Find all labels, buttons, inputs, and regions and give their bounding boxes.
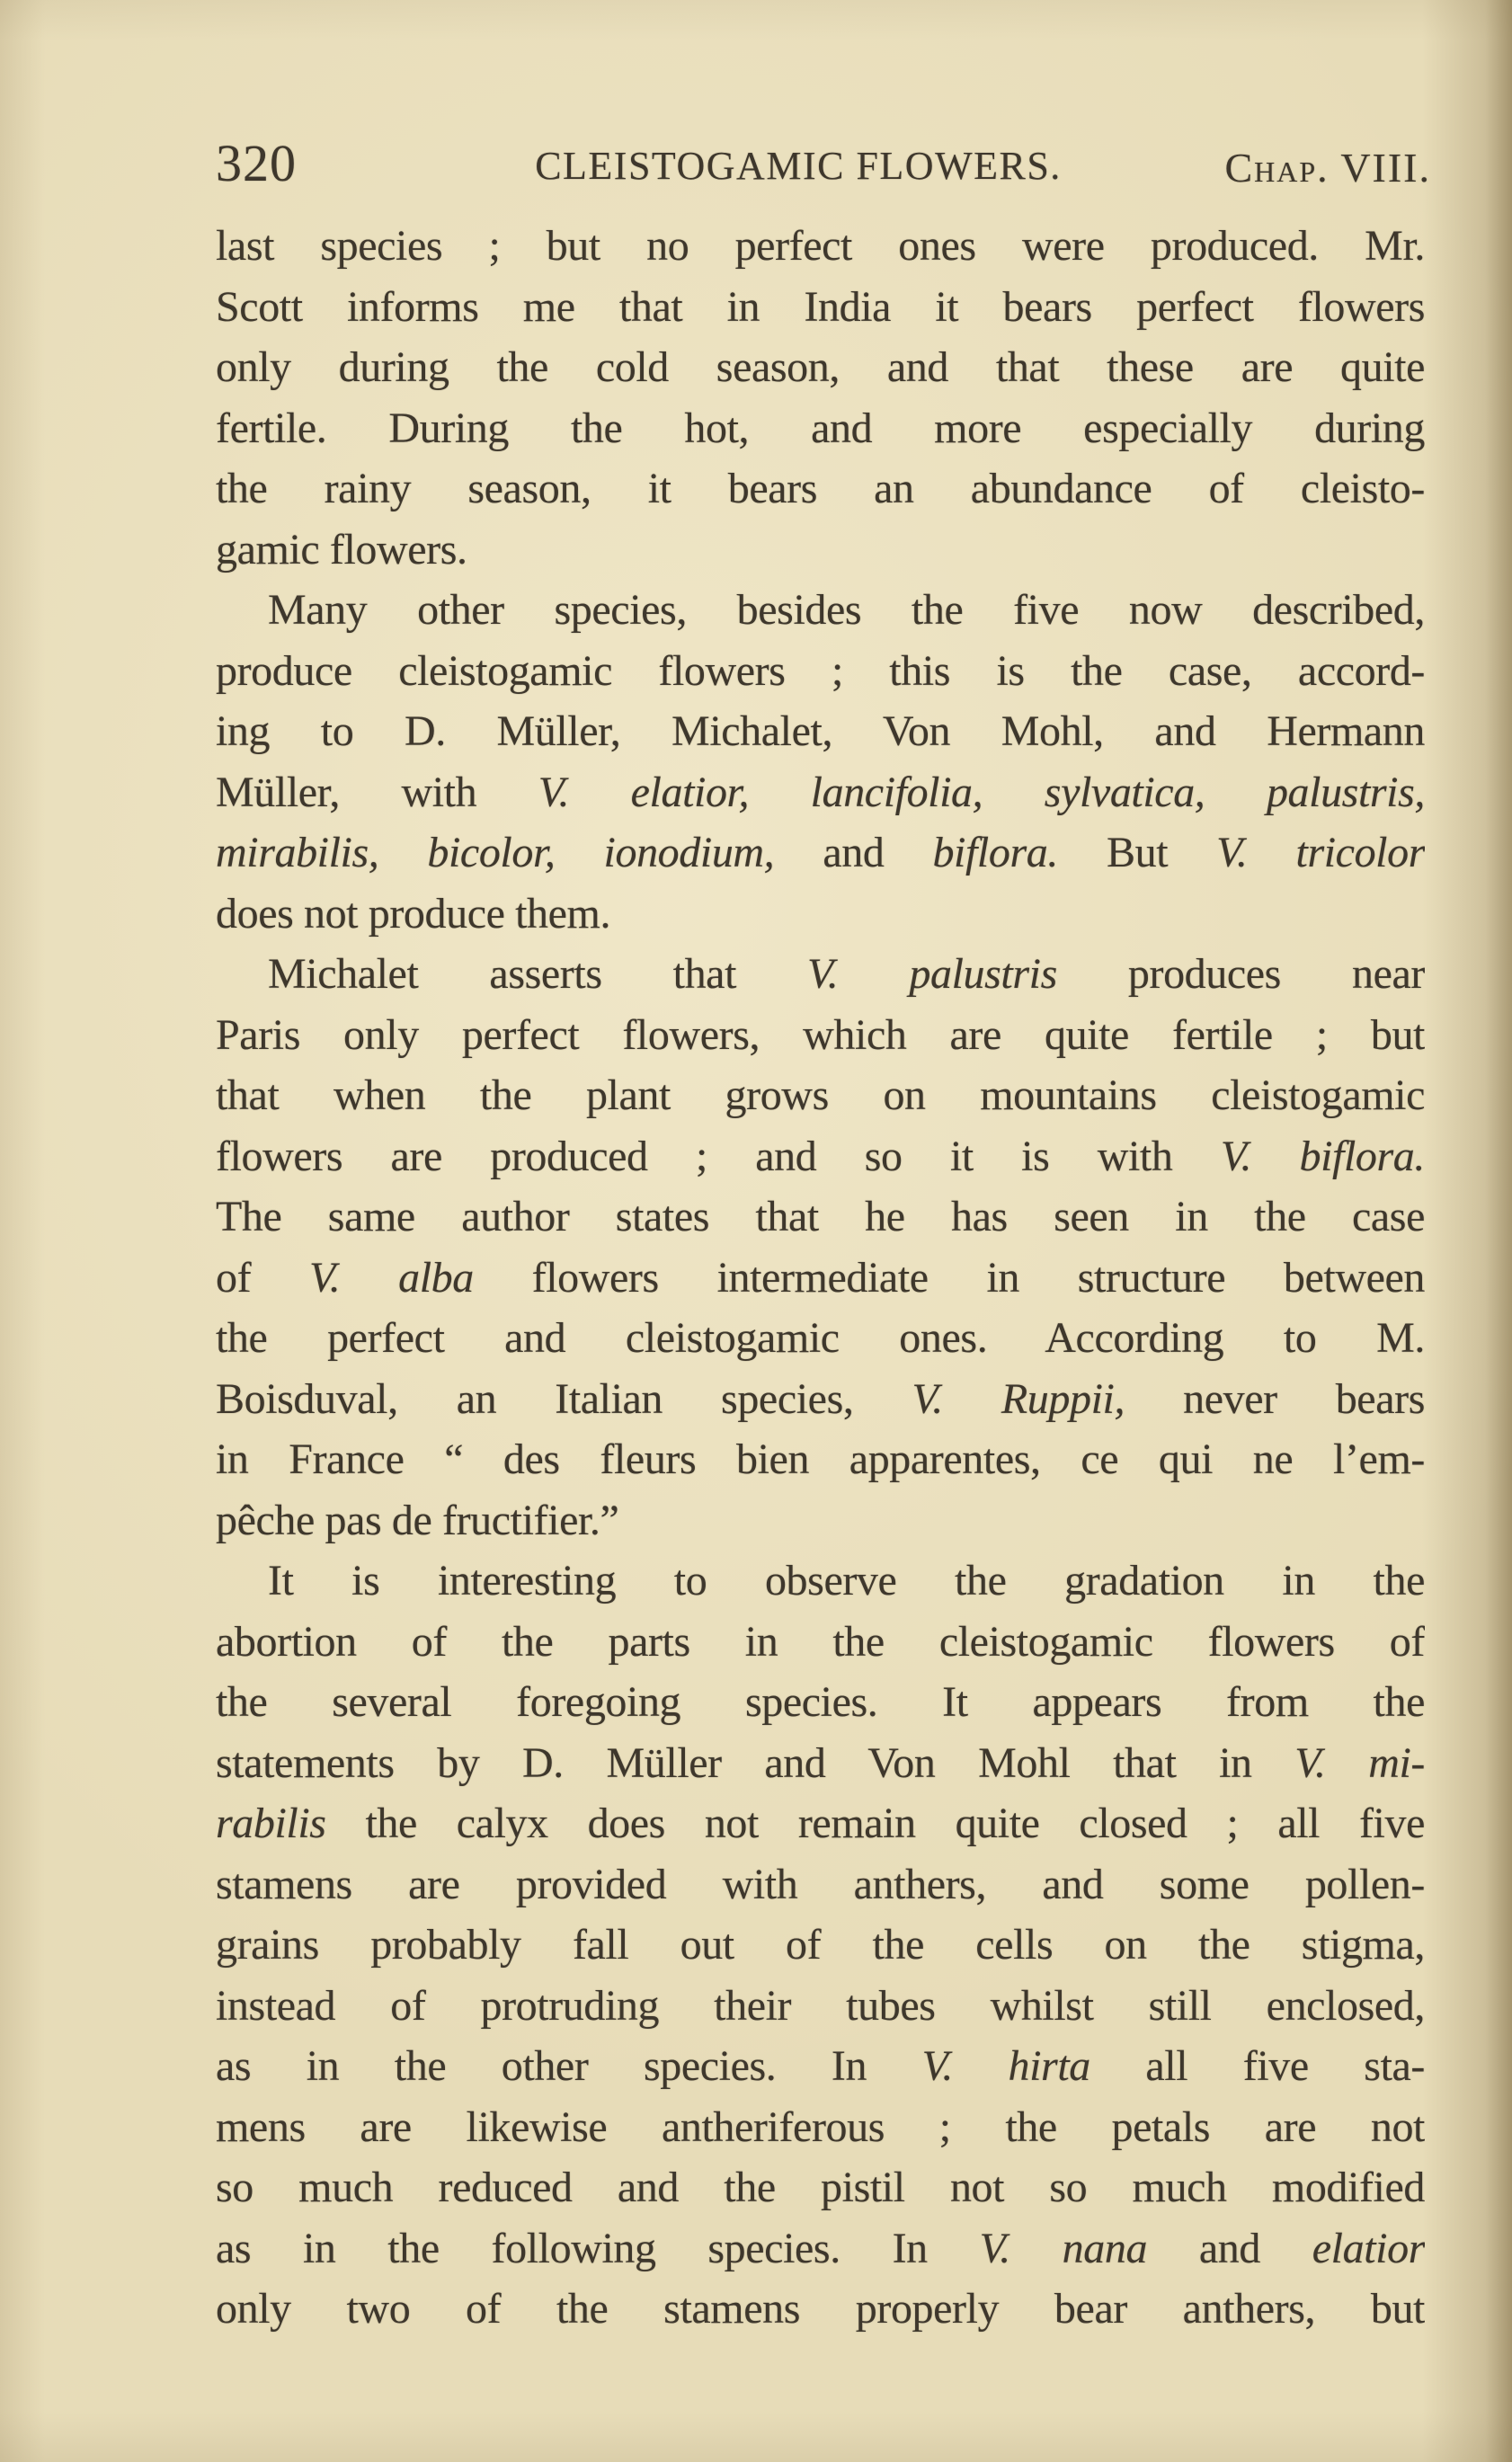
text-run: the perfect and cleistogamic ones. According to M. bbox=[216, 1314, 1425, 1362]
text-run: flowers intermediate in structure between bbox=[473, 1253, 1425, 1302]
text-run: produces near bbox=[1056, 950, 1425, 998]
text-line bbox=[216, 1551, 1425, 1612]
text-run: But bbox=[1057, 829, 1217, 876]
text-line bbox=[216, 2036, 1425, 2097]
text-line bbox=[216, 822, 1425, 884]
text-run: The same author states that he has seen in the case bbox=[216, 1193, 1425, 1240]
text-line bbox=[216, 1854, 1425, 1915]
text-line bbox=[216, 1915, 1425, 1976]
species-name-italic: elatior bbox=[1312, 2224, 1425, 2272]
species-name-italic: V. Ruppii, bbox=[912, 1374, 1125, 1423]
text-run: fertile. During the hot, and more especially during bbox=[216, 404, 1425, 452]
text-run: instead of protruding their tubes whilst still enclosed, bbox=[216, 1981, 1425, 2030]
species-name-italic: V. palustris bbox=[807, 950, 1057, 998]
species-name-italic: V. nana bbox=[979, 2224, 1148, 2272]
text-line bbox=[216, 216, 1425, 277]
text-line bbox=[216, 398, 1425, 459]
text-run: as in the following species. In bbox=[216, 2224, 980, 2272]
text-line bbox=[216, 1187, 1425, 1248]
text-run: It is interesting to observe the gradation in the bbox=[268, 1557, 1425, 1604]
text-line bbox=[216, 1672, 1425, 1733]
text-line bbox=[216, 641, 1425, 702]
text-run: Boisduval, an Italian species, bbox=[216, 1374, 912, 1423]
text-line bbox=[216, 944, 1425, 1005]
text-line bbox=[216, 2157, 1425, 2218]
text-run: gamic flowers. bbox=[216, 525, 467, 573]
text-line bbox=[216, 337, 1425, 398]
text-line bbox=[216, 580, 1425, 641]
text-run: grains probably fall out of the cells on the stigma, bbox=[216, 1921, 1425, 1969]
species-name-italic: V. elatior, lancifolia, sylvatica, palustris, bbox=[538, 768, 1425, 816]
text-line bbox=[216, 1490, 1425, 1551]
text-run: last species ; but no perfect ones were produced. Mr. bbox=[216, 222, 1425, 270]
species-name-italic: V. tricolor bbox=[1216, 829, 1425, 876]
text-line bbox=[216, 1733, 1425, 1794]
text-line bbox=[216, 1612, 1425, 1673]
text-run: Müller, with bbox=[216, 768, 538, 816]
text-line bbox=[216, 1308, 1425, 1369]
text-line bbox=[216, 1005, 1425, 1066]
text-run: Paris only perfect flowers, which are quite fertile ; but bbox=[216, 1010, 1425, 1059]
text-line bbox=[216, 701, 1425, 762]
text-run: all five sta- bbox=[1090, 2042, 1425, 2090]
text-run: does not produce them. bbox=[216, 889, 611, 938]
species-name-italic: rabilis bbox=[216, 1800, 326, 1847]
text-run: the rainy season, it bears an abundance of cleisto- bbox=[216, 465, 1425, 512]
text-run: and bbox=[774, 829, 933, 876]
text-line bbox=[216, 520, 1425, 581]
text-line bbox=[216, 762, 1425, 823]
text-line bbox=[216, 2218, 1425, 2280]
text-line bbox=[216, 1793, 1425, 1854]
text-run: the several foregoing species. It appears from the bbox=[216, 1678, 1425, 1726]
text-run: flowers are produced ; and so it is with bbox=[216, 1132, 1221, 1180]
text-run: so much reduced and the pistil not so much modified bbox=[216, 2164, 1425, 2211]
running-title: CLEISTOGAMIC FLOWERS. bbox=[535, 144, 1062, 188]
text-run: statements by D. Müller and Von Mohl that in bbox=[216, 1738, 1295, 1787]
text-line bbox=[216, 884, 1425, 945]
species-name-italic: biflora. bbox=[932, 829, 1058, 876]
text-run: Michalet asserts that bbox=[268, 950, 808, 998]
text-run: Scott informs me that in India it bears perfect flowers bbox=[216, 282, 1425, 331]
text-line bbox=[216, 2097, 1425, 2158]
text-line bbox=[216, 1126, 1425, 1187]
species-name-italic: V. biflora. bbox=[1220, 1132, 1425, 1180]
text-run: as in the other species. In bbox=[216, 2042, 922, 2090]
text-run: and bbox=[1147, 2224, 1312, 2272]
text-line bbox=[216, 2279, 1425, 2340]
text-line bbox=[216, 277, 1425, 338]
text-run: only two of the stamens properly bear anthers, but bbox=[216, 2285, 1425, 2333]
page-number: 320 bbox=[216, 134, 297, 192]
text-line bbox=[216, 1248, 1425, 1309]
chapter-label: Chap. VIII. bbox=[1224, 145, 1431, 191]
text-run: abortion of the parts in the cleistogamic flowers of bbox=[216, 1617, 1425, 1666]
text-run: of bbox=[216, 1253, 309, 1302]
text-run: the calyx does not remain quite closed ; all five bbox=[325, 1800, 1425, 1847]
text-line bbox=[216, 1065, 1425, 1126]
text-run: pêche pas de fructifier.” bbox=[216, 1496, 619, 1544]
text-run: in France “ des fleurs bien apparentes, ce qui ne l’em- bbox=[216, 1435, 1425, 1483]
species-name-italic: V. alba bbox=[308, 1253, 474, 1302]
species-name-italic: V. hirta bbox=[921, 2042, 1090, 2090]
text-run: that when the plant grows on mountains cleistogamic bbox=[216, 1071, 1425, 1119]
text-line bbox=[216, 458, 1425, 520]
species-name-italic: V. mi- bbox=[1294, 1738, 1425, 1787]
text-line bbox=[216, 1429, 1425, 1490]
text-run: never bears bbox=[1125, 1374, 1425, 1423]
page-body bbox=[216, 216, 1425, 2340]
species-name-italic: mirabilis, bicolor, ionodium, bbox=[216, 829, 775, 876]
page-header bbox=[216, 0, 1431, 192]
text-line bbox=[216, 1976, 1425, 2037]
text-line bbox=[216, 1369, 1425, 1430]
text-run: ing to D. Müller, Michalet, Von Mohl, and Hermann bbox=[216, 707, 1425, 755]
text-run: stamens are provided with anthers, and some pollen- bbox=[216, 1860, 1425, 1908]
text-run: produce cleistogamic flowers ; this is the case, accord- bbox=[216, 646, 1425, 695]
text-run: mens are likewise antheriferous ; the petals are not bbox=[216, 2102, 1425, 2151]
text-run: only during the cold season, and that these are quite bbox=[216, 343, 1425, 391]
text-run: Many other species, besides the five now described, bbox=[268, 586, 1425, 634]
